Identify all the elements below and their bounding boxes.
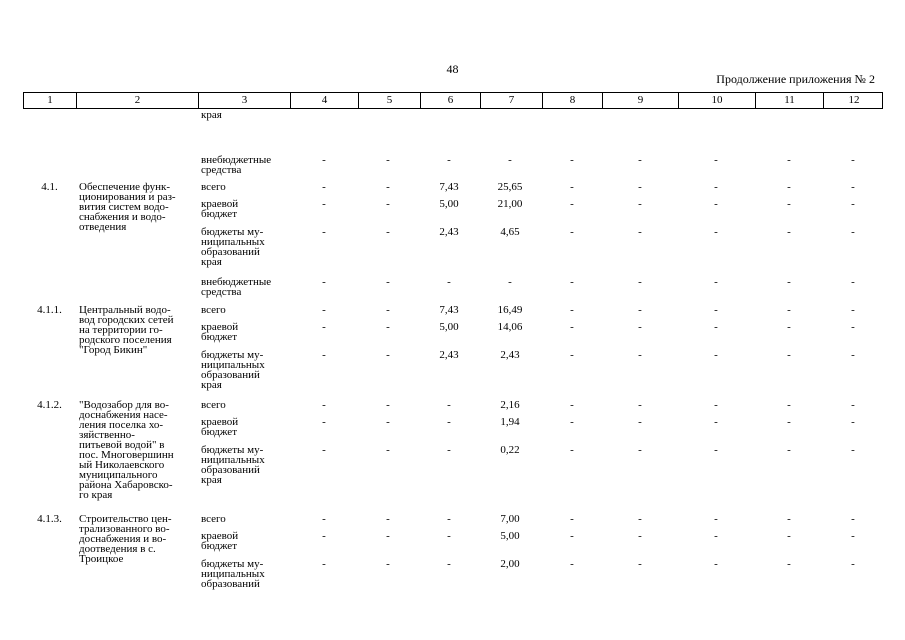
value-cell: - <box>447 558 451 570</box>
row-name-line: ый Николаевского <box>79 459 165 471</box>
value-cell: - <box>638 444 642 456</box>
row-name-line: "Город Бикин" <box>79 344 148 356</box>
funding-source-label: образований <box>201 578 260 590</box>
value-cell: - <box>570 399 574 411</box>
row-name-line: муниципального <box>79 469 158 481</box>
value-cell: - <box>851 416 855 428</box>
value-cell: - <box>638 154 642 166</box>
value-cell: - <box>851 444 855 456</box>
value-cell: - <box>447 513 451 525</box>
value-cell: 2,43 <box>439 226 459 238</box>
funding-source-label: края <box>201 474 222 486</box>
value-cell: - <box>714 530 718 542</box>
row-name-line: Строительство цен- <box>79 513 172 525</box>
funding-source-label: средства <box>201 164 242 176</box>
value-cell: - <box>714 198 718 210</box>
row-name-line: зяйственно- <box>79 429 135 441</box>
value-cell: - <box>638 349 642 361</box>
value-cell: - <box>570 349 574 361</box>
funding-source-label: всего <box>201 304 226 316</box>
value-cell: - <box>386 530 390 542</box>
value-cell: - <box>570 304 574 316</box>
value-cell: - <box>787 276 791 288</box>
value-cell: - <box>322 226 326 238</box>
value-cell: - <box>787 154 791 166</box>
column-header-10: 10 <box>679 93 756 108</box>
value-cell: - <box>787 198 791 210</box>
funding-source-label: бюджет <box>201 426 237 438</box>
value-cell: - <box>322 513 326 525</box>
value-cell: - <box>851 276 855 288</box>
value-cell: - <box>714 399 718 411</box>
funding-source-label: всего <box>201 513 226 525</box>
funding-source-label: внебюджетные <box>201 154 272 166</box>
value-cell: - <box>787 513 791 525</box>
column-header-9: 9 <box>603 93 679 108</box>
value-cell: - <box>322 321 326 333</box>
value-cell: - <box>447 530 451 542</box>
value-cell: - <box>851 181 855 193</box>
funding-source-label: образований <box>201 464 260 476</box>
value-cell: - <box>386 181 390 193</box>
funding-source-label: края <box>201 256 222 268</box>
value-cell: 21,00 <box>497 198 523 210</box>
value-cell: 2,16 <box>500 399 520 411</box>
value-cell: 2,00 <box>500 558 520 570</box>
row-name-line: отведения <box>79 221 127 233</box>
column-header-8: 8 <box>543 93 603 108</box>
value-cell: 1,94 <box>500 416 520 428</box>
value-cell: - <box>508 154 512 166</box>
row-name-line: доснабжения насе- <box>79 409 168 421</box>
row-number: 4.1.3. <box>37 513 62 525</box>
value-cell: - <box>386 444 390 456</box>
funding-source-label: образований <box>201 246 260 258</box>
value-cell: - <box>570 154 574 166</box>
row-name-line: Обеспечение функ- <box>79 181 170 193</box>
value-cell: - <box>386 321 390 333</box>
value-cell: 7,00 <box>500 513 520 525</box>
value-cell: - <box>447 276 451 288</box>
value-cell: 4,65 <box>500 226 520 238</box>
value-cell: - <box>714 444 718 456</box>
value-cell: - <box>570 530 574 542</box>
value-cell: - <box>447 416 451 428</box>
row-name-line: трализованного во- <box>79 523 170 535</box>
value-cell: - <box>638 198 642 210</box>
value-cell: - <box>851 530 855 542</box>
value-cell: - <box>638 558 642 570</box>
value-cell: - <box>851 226 855 238</box>
value-cell: - <box>570 276 574 288</box>
column-header-11: 11 <box>756 93 824 108</box>
funding-source-label: края <box>201 379 222 391</box>
row-number: 4.1.1. <box>37 304 62 316</box>
value-cell: - <box>638 399 642 411</box>
row-name-line: го края <box>79 489 113 501</box>
funding-source-label: образований <box>201 369 260 381</box>
value-cell: - <box>386 304 390 316</box>
value-cell: - <box>714 181 718 193</box>
row-name-line: ционирования и раз- <box>79 191 176 203</box>
value-cell: - <box>638 304 642 316</box>
value-cell: - <box>386 226 390 238</box>
value-cell: - <box>787 321 791 333</box>
value-cell: - <box>322 304 326 316</box>
value-cell: - <box>386 513 390 525</box>
value-cell: - <box>714 321 718 333</box>
value-cell: 25,65 <box>497 181 523 193</box>
value-cell: - <box>570 181 574 193</box>
row-name-line: Троицкое <box>79 553 124 565</box>
value-cell: - <box>714 304 718 316</box>
value-cell: - <box>570 226 574 238</box>
funding-source-label: бюджеты му- <box>201 226 264 238</box>
value-cell: - <box>386 198 390 210</box>
row-name-line: пос. Многовершинн <box>79 449 174 461</box>
row-name-line: доснабжения и во- <box>79 533 167 545</box>
value-cell: - <box>570 558 574 570</box>
funding-source-label: ниципальных <box>201 236 265 248</box>
row-name-line: вод городских сетей <box>79 314 174 326</box>
value-cell: - <box>570 416 574 428</box>
value-cell: - <box>322 349 326 361</box>
value-cell: 7,43 <box>439 304 459 316</box>
value-cell: - <box>386 399 390 411</box>
row-name-line: доотведения в с. <box>79 543 156 555</box>
continuation-label: Продолжение приложения № 2 <box>716 72 875 86</box>
value-cell: - <box>787 558 791 570</box>
row-number: 4.1.2. <box>37 399 62 411</box>
value-cell: - <box>508 276 512 288</box>
value-cell: - <box>638 513 642 525</box>
column-header-2: 2 <box>77 93 199 108</box>
value-cell: - <box>851 154 855 166</box>
value-cell: - <box>714 416 718 428</box>
value-cell: - <box>638 530 642 542</box>
value-cell: - <box>714 276 718 288</box>
funding-source-label: бюджет <box>201 208 237 220</box>
value-cell: - <box>638 321 642 333</box>
funding-source-label: краевой <box>201 198 239 210</box>
value-cell: - <box>570 444 574 456</box>
funding-source-label: краевой <box>201 416 239 428</box>
value-cell: - <box>787 349 791 361</box>
value-cell: - <box>787 181 791 193</box>
value-cell: - <box>638 181 642 193</box>
value-cell: 14,06 <box>497 321 523 333</box>
funding-source-label: ниципальных <box>201 454 265 466</box>
row-name-line: вития систем водо- <box>79 201 169 213</box>
funding-source-label: бюджеты му- <box>201 349 264 361</box>
funding-source-label: бюджеты му- <box>201 558 264 570</box>
value-cell: - <box>638 226 642 238</box>
value-cell: - <box>787 444 791 456</box>
row-name-line: района Хабаровско- <box>79 479 173 491</box>
funding-source-label: ниципальных <box>201 568 265 580</box>
value-cell: - <box>322 276 326 288</box>
row-name-line: родского поселения <box>79 334 172 346</box>
row-number: 4.1. <box>41 181 58 193</box>
value-cell: - <box>787 304 791 316</box>
value-cell: 16,49 <box>497 304 523 316</box>
funding-source-label: всего <box>201 399 226 411</box>
value-cell: - <box>787 530 791 542</box>
value-cell: - <box>386 349 390 361</box>
row-name-line: Центральный водо- <box>79 304 171 316</box>
value-cell: - <box>386 154 390 166</box>
value-cell: 0,22 <box>500 444 520 456</box>
value-cell: - <box>322 399 326 411</box>
value-cell: - <box>322 154 326 166</box>
column-header-7: 7 <box>481 93 543 108</box>
funding-source-label: краевой <box>201 321 239 333</box>
column-header-1: 1 <box>24 93 77 108</box>
value-cell: - <box>638 276 642 288</box>
column-header-4: 4 <box>291 93 359 108</box>
row-name-line: снабжения и водо- <box>79 211 166 223</box>
row-name-line: на территории го- <box>79 324 163 336</box>
value-cell: - <box>851 399 855 411</box>
value-cell: - <box>447 444 451 456</box>
value-cell: 5,00 <box>500 530 520 542</box>
value-cell: - <box>851 558 855 570</box>
funding-source-label: краевой <box>201 530 239 542</box>
value-cell: 2,43 <box>439 349 459 361</box>
value-cell: - <box>386 276 390 288</box>
funding-source-label: средства <box>201 286 242 298</box>
value-cell: - <box>714 349 718 361</box>
value-cell: 5,00 <box>439 198 459 210</box>
value-cell: - <box>322 181 326 193</box>
funding-source-label: внебюджетные <box>201 276 272 288</box>
row-name-line: "Водозабор для во- <box>79 399 169 411</box>
value-cell: - <box>570 321 574 333</box>
value-cell: - <box>714 513 718 525</box>
column-header-12: 12 <box>848 94 860 106</box>
value-cell: - <box>851 304 855 316</box>
column-header-3: 3 <box>199 93 291 108</box>
value-cell: - <box>570 513 574 525</box>
carryover-label: края <box>201 109 222 121</box>
funding-source-label: бюджет <box>201 540 237 552</box>
value-cell: - <box>787 416 791 428</box>
value-cell: - <box>787 226 791 238</box>
value-cell: 5,00 <box>439 321 459 333</box>
value-cell: - <box>638 416 642 428</box>
value-cell: - <box>851 198 855 210</box>
value-cell: - <box>714 226 718 238</box>
value-cell: 2,43 <box>500 349 520 361</box>
row-name-line: питьевой водой" в <box>79 439 165 451</box>
value-cell: - <box>714 558 718 570</box>
funding-source-label: всего <box>201 181 226 193</box>
page-number: 48 <box>446 62 459 76</box>
column-header-6: 6 <box>421 93 481 108</box>
value-cell: 7,43 <box>439 181 459 193</box>
value-cell: - <box>787 399 791 411</box>
value-cell: - <box>851 321 855 333</box>
funding-source-label: бюджет <box>201 331 237 343</box>
funding-source-label: ниципальных <box>201 359 265 371</box>
value-cell: - <box>322 198 326 210</box>
value-cell: - <box>322 444 326 456</box>
value-cell: - <box>447 399 451 411</box>
column-header-5: 5 <box>359 93 421 108</box>
value-cell: - <box>851 513 855 525</box>
value-cell: - <box>714 154 718 166</box>
value-cell: - <box>322 530 326 542</box>
value-cell: - <box>322 416 326 428</box>
value-cell: - <box>322 558 326 570</box>
value-cell: - <box>386 558 390 570</box>
value-cell: - <box>386 416 390 428</box>
value-cell: - <box>851 349 855 361</box>
table-header <box>23 92 883 109</box>
value-cell: - <box>570 198 574 210</box>
value-cell: - <box>447 154 451 166</box>
row-name-line: ления поселка хо- <box>79 419 164 431</box>
funding-source-label: бюджеты му- <box>201 444 264 456</box>
